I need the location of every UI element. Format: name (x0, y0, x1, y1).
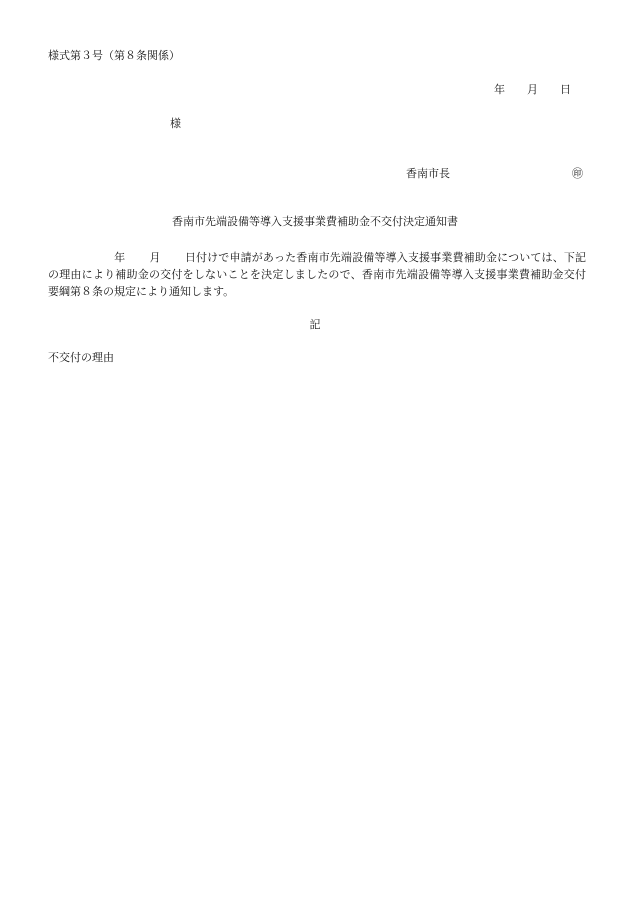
body-year-label: 年 (114, 251, 126, 264)
form-number: 様式第３号（第８条関係） (48, 49, 180, 62)
ki-heading: 記 (309, 318, 321, 331)
body-month-label: 月 (149, 251, 161, 264)
body-paragraph (48, 249, 586, 300)
date-month-label: 月 (527, 83, 538, 96)
date-line (494, 83, 571, 97)
recipient-suffix: 様 (170, 117, 181, 130)
seal-mark: ㊞ (572, 167, 583, 180)
date-year-label: 年 (494, 83, 505, 96)
date-day-label: 日 (560, 83, 571, 96)
body-text: 日付けで申請があった香南市先端設備等導入支援事業費補助金については、下記の理由により補助金の交付をしないことを決定しましたので、香南市先端設備等導入支援事業費補助金交付要綱第８条の規定により通知します。 (48, 251, 587, 298)
issuer-name: 香南市長 (406, 167, 450, 180)
document-title: 香南市先端設備等導入支援事業費補助金不交付決定通知書 (172, 215, 458, 228)
reason-label: 不交付の理由 (48, 351, 114, 364)
